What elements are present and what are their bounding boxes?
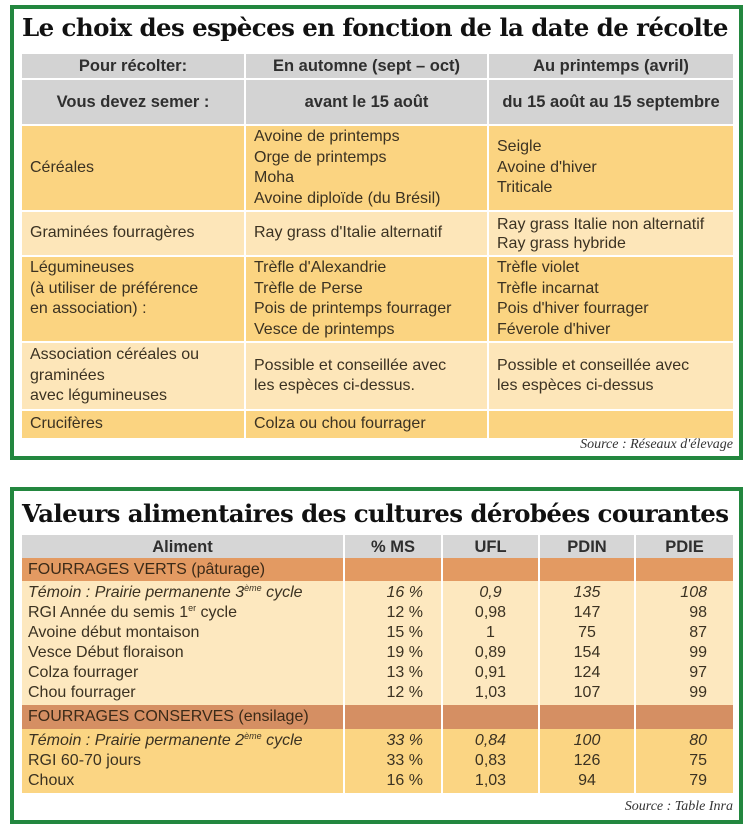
aliment-cell: RGI Année du semis 1er cycle bbox=[22, 603, 343, 623]
pdin-cell: 154 bbox=[540, 643, 634, 663]
source-note: Source : Table Inra bbox=[624, 799, 733, 814]
table-row bbox=[22, 623, 733, 643]
aliment-cell: Vesce Début floraison bbox=[22, 643, 343, 663]
aliment-cell: RGI 60-70 jours bbox=[22, 751, 343, 771]
pdie-cell: 108 bbox=[636, 581, 733, 603]
aliment-cell: Témoin : Prairie permanente 2ème cycle bbox=[22, 729, 343, 751]
ms-cell: 16 % bbox=[345, 771, 441, 793]
table-row bbox=[22, 663, 733, 683]
col-header-aliment: Aliment bbox=[22, 535, 343, 558]
ms-cell: 12 % bbox=[345, 603, 441, 623]
pdin-cell: 126 bbox=[540, 751, 634, 771]
header-cell: Au printemps (avril) bbox=[489, 54, 733, 78]
ms-cell: 12 % bbox=[345, 683, 441, 705]
section-filler bbox=[636, 558, 733, 581]
table-row bbox=[22, 212, 733, 255]
section-label: FOURRAGES CONSERVES (ensilage) bbox=[22, 705, 343, 729]
table-row bbox=[22, 581, 733, 603]
panel-title: Valeurs alimentaires des cultures dérobées courantes bbox=[22, 499, 729, 528]
header-cell: Pour récolter: bbox=[22, 54, 244, 78]
spring-cell: Seigle Avoine d'hiver Triticale bbox=[489, 126, 733, 210]
header-row-sow bbox=[22, 80, 733, 124]
aliment-cell: Chou fourrager bbox=[22, 683, 343, 705]
section-label: FOURRAGES VERTS (pâturage) bbox=[22, 558, 343, 581]
autumn-cell: Possible et conseillée avec les espèces ci-dessus. bbox=[246, 343, 487, 409]
ufl-cell: 0,9 bbox=[443, 581, 538, 603]
ms-cell: 15 % bbox=[345, 623, 441, 643]
pdin-cell: 94 bbox=[540, 771, 634, 793]
header-row-harvest bbox=[22, 54, 733, 78]
ufl-cell: 0,98 bbox=[443, 603, 538, 623]
ms-cell: 13 % bbox=[345, 663, 441, 683]
aliment-cell: Avoine début montaison bbox=[22, 623, 343, 643]
header-cell: En automne (sept – oct) bbox=[246, 54, 487, 78]
section-filler bbox=[540, 558, 634, 581]
table-row bbox=[22, 603, 733, 623]
pdie-cell: 98 bbox=[636, 603, 733, 623]
header-cell: Vous devez semer : bbox=[22, 80, 244, 124]
spring-cell: Possible et conseillée avec les espèces ci-dessus bbox=[489, 343, 733, 409]
pdie-cell: 75 bbox=[636, 751, 733, 771]
pdin-cell: 107 bbox=[540, 683, 634, 705]
table-row bbox=[22, 683, 733, 705]
pdie-cell: 99 bbox=[636, 643, 733, 663]
pdie-cell: 97 bbox=[636, 663, 733, 683]
col-header-ufl: UFL bbox=[443, 535, 538, 558]
col-header-pdin: PDIN bbox=[540, 535, 634, 558]
autumn-cell: Trèfle d'Alexandrie Trèfle de Perse Pois de printemps fourrager Vesce de printemps bbox=[246, 257, 487, 341]
aliment-cell: Colza fourrager bbox=[22, 663, 343, 683]
table-row bbox=[22, 257, 733, 341]
category-cell: Légumineuses (à utiliser de préférence en association) : bbox=[22, 257, 244, 341]
table-row bbox=[22, 729, 733, 751]
source-note: Source : Réseaux d'élevage bbox=[580, 437, 733, 452]
category-cell: Céréales bbox=[22, 126, 244, 210]
ufl-cell: 1,03 bbox=[443, 771, 538, 793]
ufl-cell: 0,91 bbox=[443, 663, 538, 683]
spring-cell: Trèfle violet Trèfle incarnat Pois d'hiver fourrager Féverole d'hiver bbox=[489, 257, 733, 341]
table-row bbox=[22, 643, 733, 663]
section-filler bbox=[443, 558, 538, 581]
feed-values-table bbox=[20, 535, 735, 793]
section-filler bbox=[636, 705, 733, 729]
header-cell: avant le 15 août bbox=[246, 80, 487, 124]
section-body bbox=[22, 729, 733, 793]
species-table bbox=[20, 52, 735, 440]
section-row bbox=[22, 558, 733, 581]
aliment-cell: Témoin : Prairie permanente 3ème cycle bbox=[22, 581, 343, 603]
section-filler bbox=[443, 705, 538, 729]
pdie-cell: 80 bbox=[636, 729, 733, 751]
table-row bbox=[22, 126, 733, 210]
panel-title: Le choix des espèces en fonction de la date de récolte bbox=[22, 13, 728, 42]
table-row bbox=[22, 343, 733, 409]
pdin-cell: 75 bbox=[540, 623, 634, 643]
table-row bbox=[22, 411, 733, 438]
header-row bbox=[22, 535, 733, 558]
pdin-cell: 147 bbox=[540, 603, 634, 623]
ufl-cell: 0,89 bbox=[443, 643, 538, 663]
section-filler bbox=[540, 705, 634, 729]
pdin-cell: 124 bbox=[540, 663, 634, 683]
col-header-ms: % MS bbox=[345, 535, 441, 558]
aliment-cell: Choux bbox=[22, 771, 343, 793]
pdie-cell: 99 bbox=[636, 683, 733, 705]
section-row bbox=[22, 705, 733, 729]
pdie-cell: 87 bbox=[636, 623, 733, 643]
category-cell: Graminées fourragères bbox=[22, 212, 244, 255]
pdin-cell: 100 bbox=[540, 729, 634, 751]
section-filler bbox=[345, 558, 441, 581]
autumn-cell: Avoine de printemps Orge de printemps Moha Avoine diploïde (du Brésil) bbox=[246, 126, 487, 210]
autumn-cell: Ray grass d'Italie alternatif bbox=[246, 212, 487, 255]
pdie-cell: 79 bbox=[636, 771, 733, 793]
table-row bbox=[22, 751, 733, 771]
ufl-cell: 0,83 bbox=[443, 751, 538, 771]
header-cell: du 15 août au 15 septembre bbox=[489, 80, 733, 124]
table-row bbox=[22, 771, 733, 793]
feed-values-panel bbox=[10, 487, 743, 824]
category-cell: Association céréales ou graminées avec légumineuses bbox=[22, 343, 244, 409]
section-body bbox=[22, 581, 733, 705]
col-header-pdie: PDIE bbox=[636, 535, 733, 558]
pdin-cell: 135 bbox=[540, 581, 634, 603]
autumn-cell: Colza ou chou fourrager bbox=[246, 411, 487, 438]
ufl-cell: 1,03 bbox=[443, 683, 538, 705]
ms-cell: 33 % bbox=[345, 751, 441, 771]
section-filler bbox=[345, 705, 441, 729]
spring-cell-empty bbox=[489, 411, 733, 438]
ufl-cell: 1 bbox=[443, 623, 538, 643]
ms-cell: 19 % bbox=[345, 643, 441, 663]
ms-cell: 33 % bbox=[345, 729, 441, 751]
spring-cell: Ray grass Italie non alternatif Ray grass hybride bbox=[489, 212, 733, 255]
ms-cell: 16 % bbox=[345, 581, 441, 603]
species-choice-panel bbox=[10, 5, 743, 460]
ufl-cell: 0,84 bbox=[443, 729, 538, 751]
category-cell: Crucifères bbox=[22, 411, 244, 438]
